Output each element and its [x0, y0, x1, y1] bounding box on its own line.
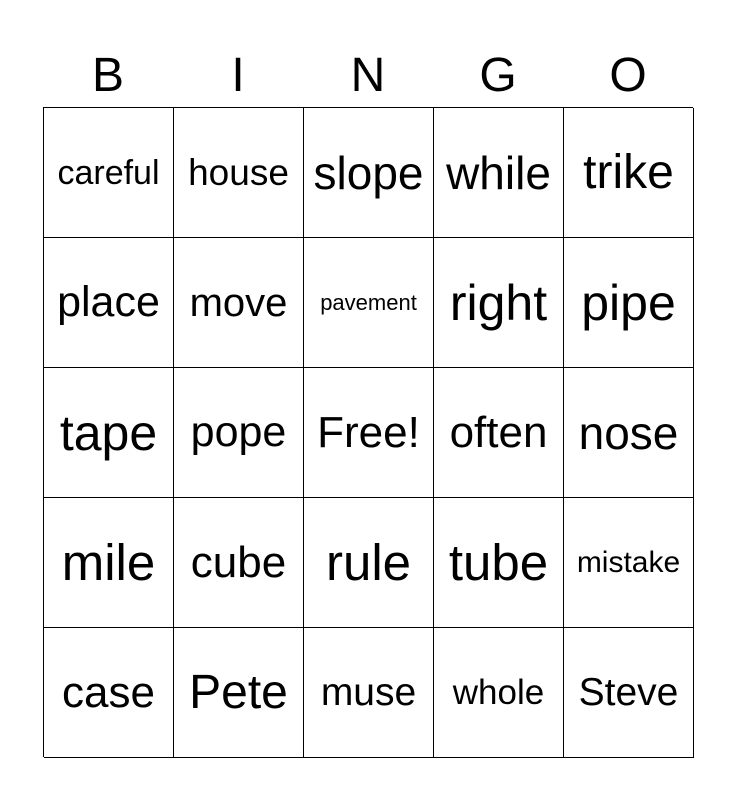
header-letter-i: I: [231, 49, 245, 102]
bingo-cell: tube: [434, 498, 564, 628]
bingo-cell: pavement: [304, 238, 434, 368]
bingo-cell: while: [434, 108, 564, 238]
header-letter-n: N: [350, 49, 386, 102]
bingo-cell: mile: [44, 498, 174, 628]
header-letter-g: G: [479, 49, 517, 102]
bingo-cell: rule: [304, 498, 434, 628]
bingo-cell: muse: [304, 628, 434, 758]
bingo-cell: case: [44, 628, 174, 758]
bingo-cell: tape: [44, 368, 174, 498]
bingo-cell: careful: [44, 108, 174, 238]
bingo-cell: Free!: [304, 368, 434, 498]
bingo-cell: trike: [564, 108, 694, 238]
bingo-cell: pipe: [564, 238, 694, 368]
bingo-cell: move: [174, 238, 304, 368]
bingo-cell: whole: [434, 628, 564, 758]
bingo-cell: slope: [304, 108, 434, 238]
bingo-cell: pope: [174, 368, 304, 498]
bingo-cell: Pete: [174, 628, 304, 758]
bingo-cell: right: [434, 238, 564, 368]
bingo-cell: often: [434, 368, 564, 498]
bingo-header: [43, 47, 693, 105]
header-letter-b: B: [91, 49, 124, 102]
bingo-cell: Steve: [564, 628, 694, 758]
bingo-cell: house: [174, 108, 304, 238]
bingo-cell: place: [44, 238, 174, 368]
bingo-cell: nose: [564, 368, 694, 498]
header-letter-o: O: [609, 49, 647, 102]
bingo-board: [43, 107, 693, 757]
bingo-cell: mistake: [564, 498, 694, 628]
bingo-cell: cube: [174, 498, 304, 628]
